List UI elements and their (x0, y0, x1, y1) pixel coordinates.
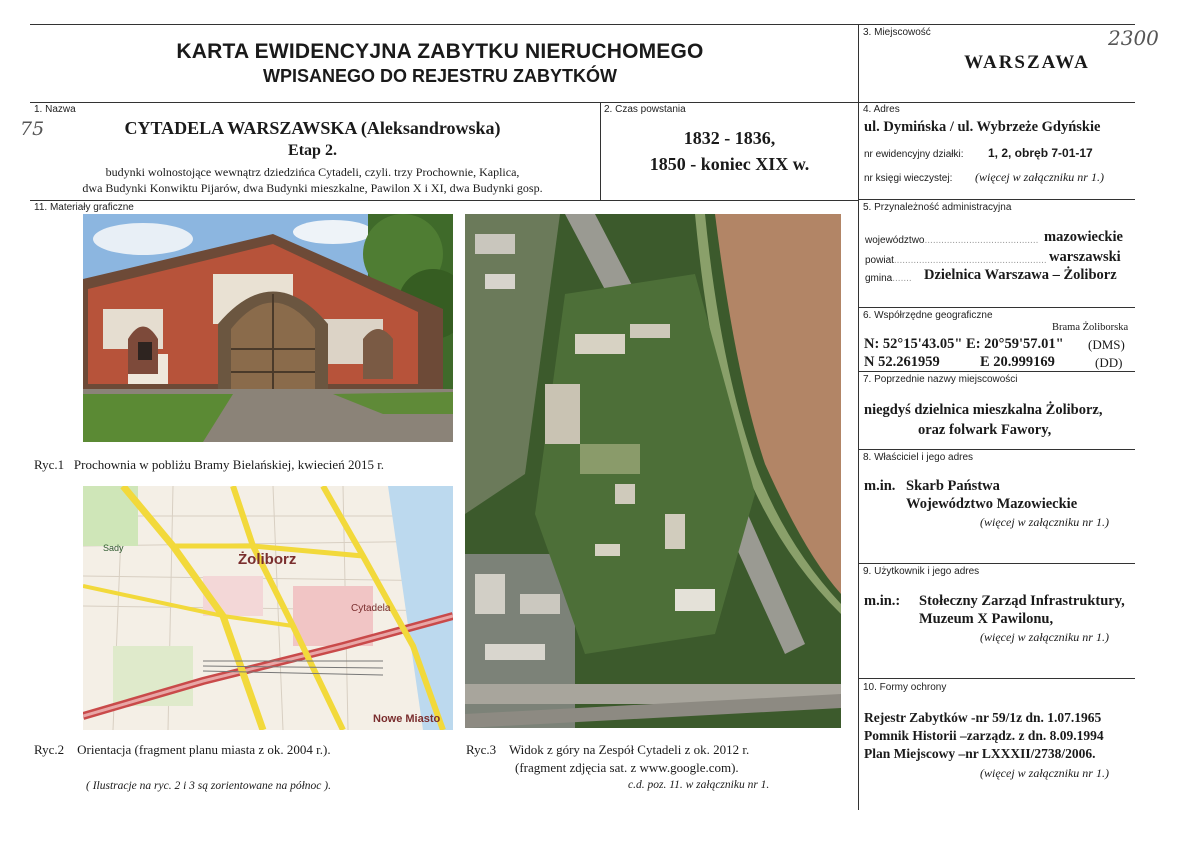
field11-label: 11. Materiały graficzne (34, 202, 134, 213)
row-divider-1 (30, 102, 1135, 103)
voivodeship-value: mazowieckie (1044, 229, 1123, 245)
county-label: powiat....................................................... (865, 255, 1047, 266)
owner-more: (więcej w załączniku nr 1.) (980, 515, 1109, 529)
protection-line2: Pomnik Historii –zarządz. z dn. 8.09.1994 (864, 728, 1104, 743)
map-orientation (83, 486, 453, 730)
satellite-view (465, 214, 841, 728)
map-label-sady: Sady (103, 543, 124, 553)
coord-dd-n: N 52.261959 (864, 354, 940, 370)
map-label-nowe-miasto: Nowe Miasto (373, 713, 441, 725)
commune-label: gmina....... (865, 273, 912, 284)
right-divider-6 (858, 307, 1135, 308)
divider-header (858, 24, 859, 810)
description-line-1: budynki wolnostojące wewnątrz dziedzińca Cytadeli, czyli. trzy Prochownie, Kaplica, (105, 165, 520, 179)
user-prefix: m.in.: (864, 593, 901, 609)
former-names-line1: niegdyś dzielnica mieszkalna Żoliborz, (864, 402, 1103, 418)
orientation-note: ( Ilustracje na ryc. 2 i 3 są zorientowane na północ ). (86, 780, 331, 792)
map-label-citadel: Cytadela (351, 603, 391, 614)
field4-label: 4. Adres (863, 104, 900, 115)
description-line-2: dwa Budynki Konwiktu Pijarów, dwa Budynki mieszkalne, Pawilon X i XI, dwa Budynki gosp. (82, 181, 543, 195)
protection-line3: Plan Miejscowy –nr LXXXII/2738/2006. (864, 746, 1096, 761)
voivodeship-label: województwo......................................... (865, 235, 1039, 246)
land-book-value: (więcej w załączniku nr 1.) (975, 170, 1104, 184)
caption-ryc3-number: Ryc.3 (466, 742, 497, 757)
right-divider-9 (858, 563, 1135, 564)
coord-dms: N: 52°15'43.05" E: 20°59'57.01" (864, 336, 1064, 352)
coord-point-name: Brama Żoliborska (1052, 322, 1129, 333)
field2-label: 2. Czas powstania (604, 104, 686, 115)
county-value: warszawski (1049, 249, 1121, 265)
city-value: WARSZAWA (964, 52, 1090, 73)
caption-ryc1 (34, 457, 384, 473)
field8-label: 8. Właściciel i jego adres (863, 452, 974, 463)
right-divider-10 (858, 678, 1135, 679)
field5-label: 5. Przynależność administracyjna (863, 202, 1012, 213)
powder-house-image (83, 214, 453, 442)
land-book-label: nr księgi wieczystej: (864, 173, 953, 184)
former-names-line2: oraz folwark Fawory, (918, 422, 1052, 438)
owner-prefix: m.in. (864, 478, 896, 494)
card-subtitle: WPISANEGO DO REJESTRU ZABYTKÓW (262, 66, 617, 86)
user-more: (więcej w załączniku nr 1.) (980, 630, 1109, 644)
date-range-1: 1832 - 1836, (683, 128, 776, 148)
caption-ryc1-text: Prochownia w pobliżu Bramy Bielańskiej, kwiecień 2015 r. (73, 457, 385, 472)
owner-line2: Województwo Mazowieckie (906, 496, 1078, 512)
user-line2: Muzeum X Pawilonu, (919, 611, 1054, 627)
handwritten-card-number: 2300 (1108, 26, 1159, 50)
caption-ryc2-text: Orientacja (fragment planu miasta z ok. 2004 r.). (77, 742, 331, 757)
right-divider-7 (858, 371, 1135, 372)
commune-value: Dzielnica Warszawa – Żoliborz (924, 267, 1117, 283)
caption-ryc3-line3: c.d. poz. 11. w załączniku nr 1. (628, 779, 770, 791)
caption-ryc3 (466, 742, 749, 758)
plot-value: 1, 2, obręb 7-01-17 (988, 146, 1093, 160)
coord-dd-tag: (DD) (1095, 355, 1123, 370)
city-map-image (83, 486, 453, 730)
monument-name: CYTADELA WARSZAWSKA (Aleksandrowska) (124, 118, 501, 138)
photo-powder-house (83, 214, 453, 442)
row-divider-2 (30, 200, 858, 201)
right-divider-5 (858, 199, 1135, 200)
right-divider-8 (858, 449, 1135, 450)
card-title: KARTA EWIDENCYJNA ZABYTKU NIERUCHOMEGO (176, 40, 704, 63)
caption-ryc3-line2: (fragment zdjęcia sat. z www.google.com). (515, 760, 739, 775)
top-border (30, 24, 1135, 25)
field7-label: 7. Poprzednie nazwy miejscowości (863, 374, 1018, 385)
owner-line1: Skarb Państwa (906, 478, 1000, 494)
coord-dms-tag: (DMS) (1088, 337, 1125, 352)
divider-field1-field2 (600, 102, 601, 200)
map-label-district: Żoliborz (238, 551, 297, 568)
satellite-image (465, 214, 841, 728)
protection-line1: Rejestr Zabytków -nr 59/1z dn. 1.07.1965 (864, 710, 1102, 725)
handwritten-item-number: 75 (20, 118, 45, 140)
field1-label: 1. Nazwa (34, 104, 76, 115)
field9-label: 9. Użytkownik i jego adres (863, 566, 980, 577)
date-range-2: 1850 - koniec XIX w. (649, 154, 810, 174)
field6-label: 6. Współrzędne geograficzne (863, 310, 993, 321)
caption-ryc1-number: Ryc.1 (34, 457, 65, 472)
caption-ryc2-number: Ryc.2 (34, 742, 65, 757)
monument-stage: Etap 2. (288, 142, 337, 159)
protection-more: (więcej w załączniku nr 1.) (980, 766, 1109, 780)
caption-ryc3-line1: Widok z góry na Zespół Cytadeli z ok. 2012 r. (508, 742, 750, 757)
coord-dd-e: E 20.999169 (980, 354, 1055, 370)
field10-label: 10. Formy ochrony (863, 682, 947, 693)
plot-label: nr ewidencyjny działki: (864, 149, 964, 160)
monument-description (30, 164, 595, 196)
caption-ryc2 (34, 742, 331, 758)
address-value: ul. Dymińska / ul. Wybrzeże Gdyńskie (864, 119, 1101, 135)
user-line1: Stołeczny Zarząd Infrastruktury, (919, 593, 1125, 609)
field3-label: 3. Miejscowość (863, 27, 931, 38)
